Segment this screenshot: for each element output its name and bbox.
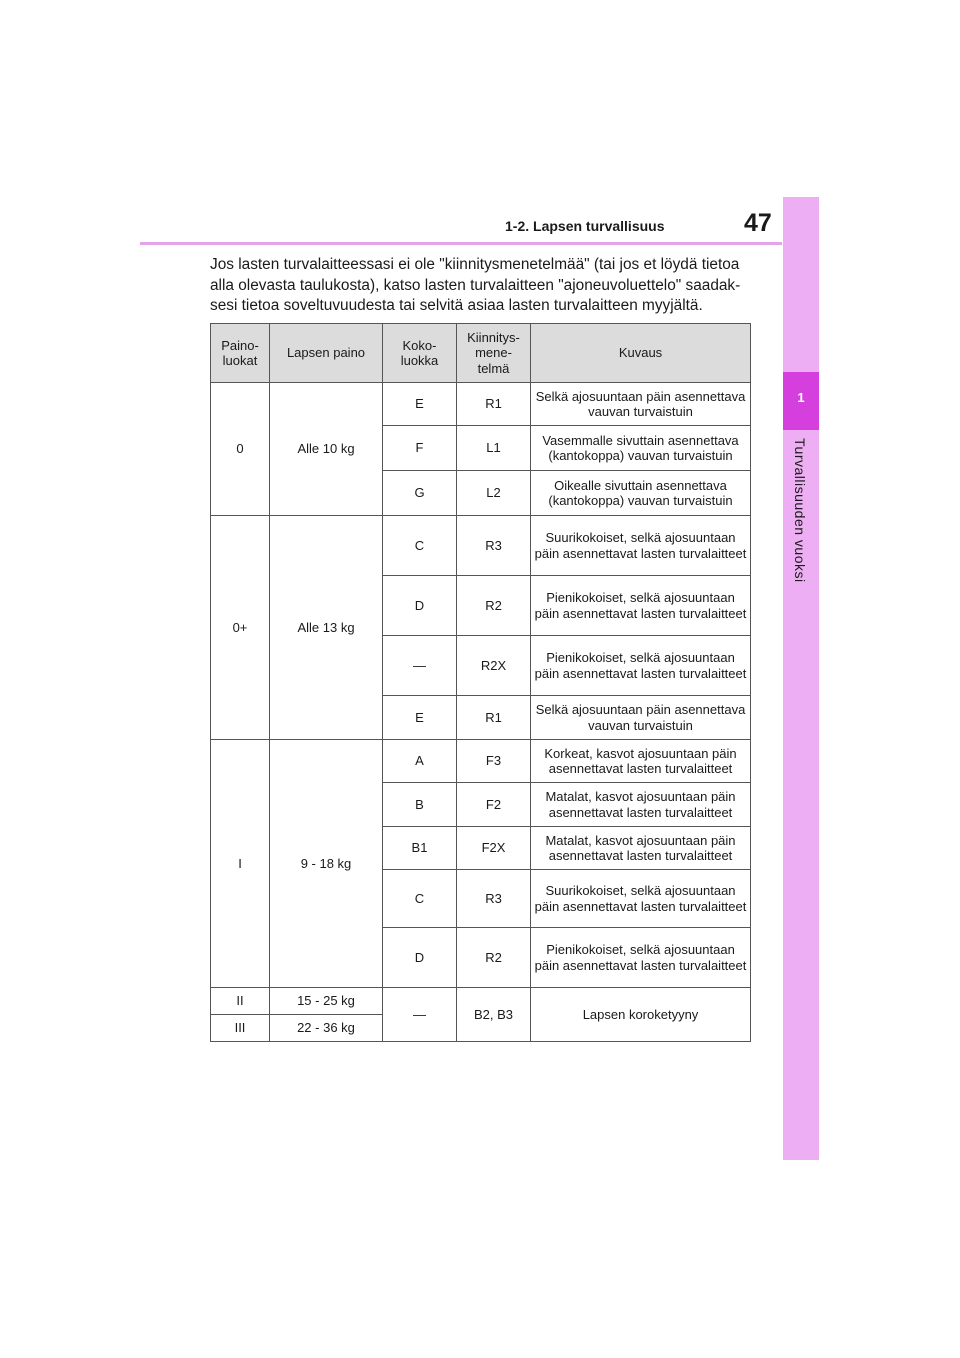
size-cell: — bbox=[383, 988, 457, 1042]
intro-paragraph: Jos lasten turvalaitteessasi ei ole "kiinnitysmenetelmää" (tai jos et löydä tietoa alla olevasta taulukosta), katso lasten turvalaitteen "ajoneuvoluettelo" saadak-sesi tietoa soveltuvuudesta tai selvitä asiaa lasten turvalaitteen myyjältä. bbox=[210, 256, 741, 314]
description-cell: Lapsen koroketyyny bbox=[531, 988, 751, 1042]
side-tab-number: 1 bbox=[797, 390, 805, 405]
size-cell: E bbox=[383, 383, 457, 426]
fixture-cell: F3 bbox=[457, 740, 531, 783]
side-tab-label: Turvallisuuden vuoksi bbox=[792, 438, 808, 583]
seat-table-wrapper bbox=[210, 323, 751, 1042]
fixture-cell: F2 bbox=[457, 783, 531, 827]
fixture-cell: F2X bbox=[457, 827, 531, 870]
size-cell: — bbox=[383, 636, 457, 696]
description-cell: Matalat, kasvot ajosuuntaan päin asennettavat lasten turvalaitteet bbox=[531, 827, 751, 870]
child-weight-cell: 9 - 18 kg bbox=[270, 740, 383, 988]
header-fixture: Kiinnitys-mene-telmä bbox=[457, 324, 531, 383]
weight-class-cell: III bbox=[211, 1015, 270, 1042]
header-child-weight: Lapsen paino bbox=[270, 324, 383, 383]
fixture-cell: R2 bbox=[457, 928, 531, 988]
header-description: Kuvaus bbox=[531, 324, 751, 383]
table-row bbox=[211, 516, 751, 576]
fixture-cell: L2 bbox=[457, 471, 531, 516]
fixture-cell: B2, B3 bbox=[457, 988, 531, 1042]
child-weight-cell: Alle 13 kg bbox=[270, 516, 383, 740]
description-cell: Matalat, kasvot ajosuuntaan päin asennettavat lasten turvalaitteet bbox=[531, 783, 751, 827]
child-seat-table bbox=[210, 323, 751, 1042]
child-weight-cell: Alle 10 kg bbox=[270, 383, 383, 516]
fixture-cell: R1 bbox=[457, 696, 531, 740]
description-cell: Suurikokoiset, selkä ajosuuntaan päin asennettavat lasten turvalaitteet bbox=[531, 870, 751, 928]
fixture-cell: R3 bbox=[457, 870, 531, 928]
size-cell: D bbox=[383, 928, 457, 988]
description-cell: Pienikokoiset, selkä ajosuuntaan päin asennettavat lasten turvalaitteet bbox=[531, 576, 751, 636]
fixture-cell: R2X bbox=[457, 636, 531, 696]
table-row bbox=[211, 383, 751, 426]
description-cell: Pienikokoiset, selkä ajosuuntaan päin asennettavat lasten turvalaitteet bbox=[531, 636, 751, 696]
size-cell: B1 bbox=[383, 827, 457, 870]
size-cell: B bbox=[383, 783, 457, 827]
weight-class-cell: 0+ bbox=[211, 516, 270, 740]
child-weight-cell: 15 - 25 kg bbox=[270, 988, 383, 1015]
fixture-cell: R1 bbox=[457, 383, 531, 426]
table-row bbox=[211, 988, 751, 1015]
weight-class-cell: II bbox=[211, 988, 270, 1015]
header-weight-class: Paino-luokat bbox=[211, 324, 270, 383]
description-cell: Selkä ajosuuntaan päin asennettava vauvan turvaistuin bbox=[531, 383, 751, 426]
weight-class-cell: I bbox=[211, 740, 270, 988]
child-weight-cell: 22 - 36 kg bbox=[270, 1015, 383, 1042]
header-rule bbox=[140, 242, 782, 245]
table-header-row bbox=[211, 324, 751, 383]
description-cell: Suurikokoiset, selkä ajosuuntaan päin asennettavat lasten turvalaitteet bbox=[531, 516, 751, 576]
size-cell: C bbox=[383, 870, 457, 928]
size-cell: D bbox=[383, 576, 457, 636]
section-title: 1-2. Lapsen turvallisuus bbox=[505, 218, 665, 234]
page-number: 47 bbox=[744, 209, 772, 237]
size-cell: E bbox=[383, 696, 457, 740]
description-cell: Oikealle sivuttain asennettava (kantokoppa) vauvan turvaistuin bbox=[531, 471, 751, 516]
fixture-cell: R2 bbox=[457, 576, 531, 636]
fixture-cell: L1 bbox=[457, 426, 531, 471]
description-cell: Vasemmalle sivuttain asennettava (kantokoppa) vauvan turvaistuin bbox=[531, 426, 751, 471]
description-cell: Korkeat, kasvot ajosuuntaan päin asennettavat lasten turvalaitteet bbox=[531, 740, 751, 783]
header-size-class: Koko-luokka bbox=[383, 324, 457, 383]
weight-class-cell: 0 bbox=[211, 383, 270, 516]
side-tab bbox=[783, 197, 819, 1160]
size-cell: F bbox=[383, 426, 457, 471]
size-cell: G bbox=[383, 471, 457, 516]
description-cell: Pienikokoiset, selkä ajosuuntaan päin asennettavat lasten turvalaitteet bbox=[531, 928, 751, 988]
description-cell: Selkä ajosuuntaan päin asennettava vauvan turvaistuin bbox=[531, 696, 751, 740]
fixture-cell: R3 bbox=[457, 516, 531, 576]
size-cell: A bbox=[383, 740, 457, 783]
table-row bbox=[211, 740, 751, 783]
size-cell: C bbox=[383, 516, 457, 576]
